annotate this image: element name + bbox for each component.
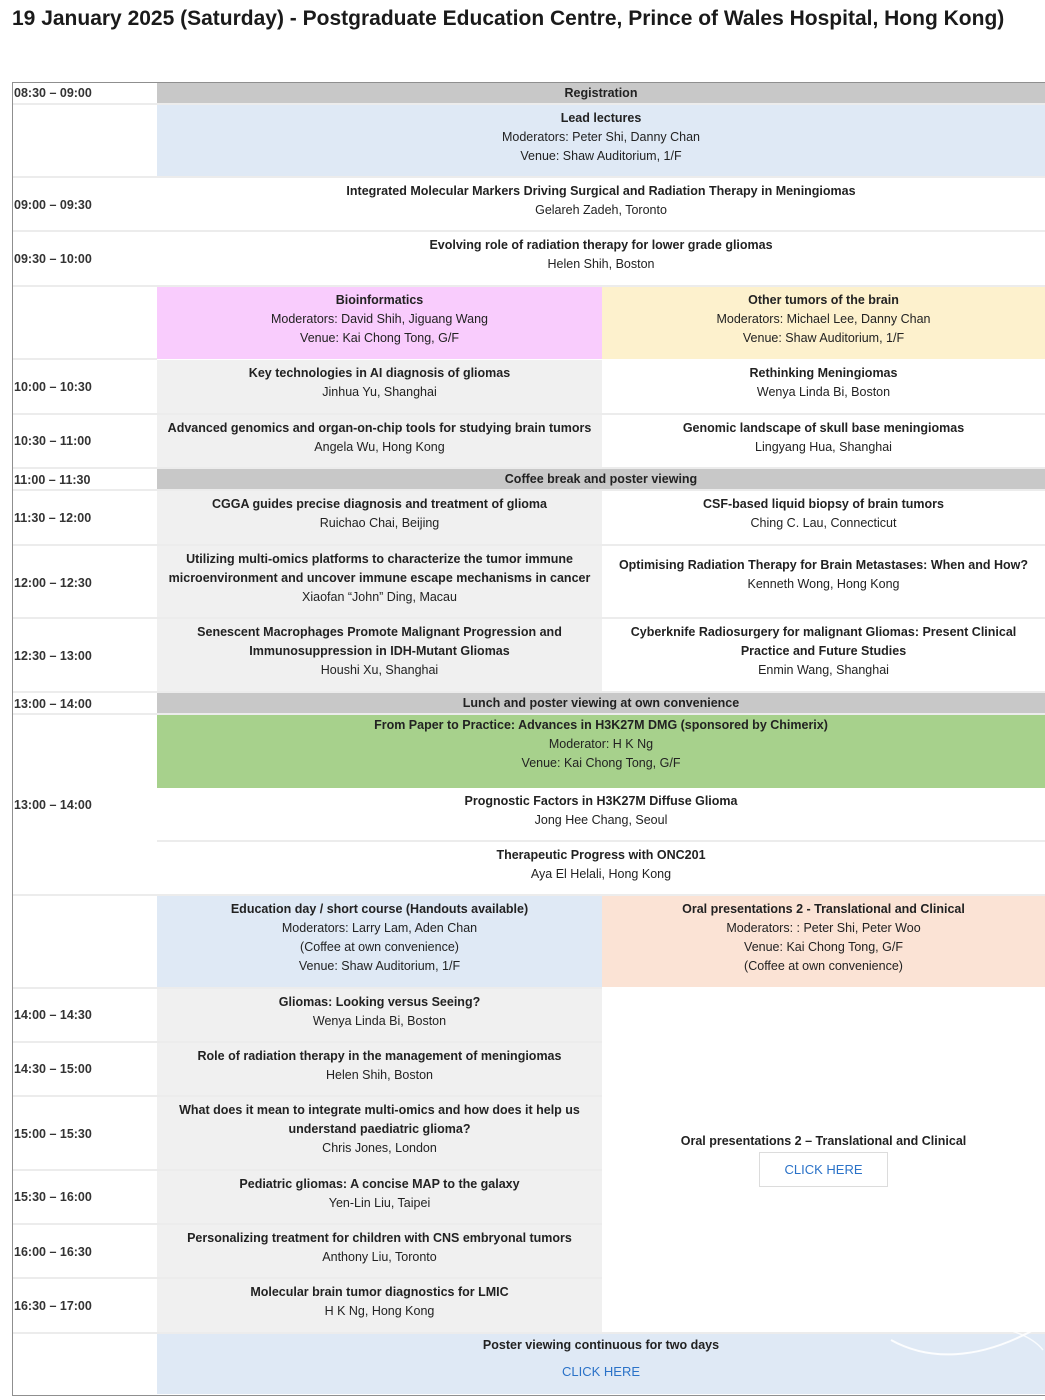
talk-title: Immunosuppression in IDH-Mutant Gliomas (249, 644, 510, 658)
session-moderators: Moderators: Peter Shi, Danny Chan (501, 130, 701, 144)
page-title: 19 January 2025 (Saturday) - Postgraduate Education Centre, Prince of Wales Hospital, Hong Kong) (12, 7, 1005, 30)
session-moderators: Moderators: Michael Lee, Danny Chan (716, 312, 931, 326)
time-slot: 15:30 – 16:00 (14, 1190, 92, 1204)
time-slot: 13:00 – 14:00 (14, 798, 92, 812)
oral-block-title: Oral presentations 2 – Translational and Clinical (680, 1134, 967, 1148)
talk-title: What does it mean to integrate multi-omics and how does it help us (179, 1103, 580, 1117)
talk-title: Integrated Molecular Markers Driving Surgical and Radiation Therapy in Meningiomas (346, 184, 856, 198)
talk-title: CGGA guides precise diagnosis and treatment of glioma (211, 497, 548, 511)
poster-click-here-link[interactable]: CLICK HERE (561, 1364, 641, 1379)
coffee-break-label: Coffee break and poster viewing (504, 472, 698, 486)
time-slot: 14:00 – 14:30 (14, 1008, 92, 1022)
session-venue: Venue: Shaw Auditorium, 1/F (298, 959, 461, 973)
talk-speaker: Gelareh Zadeh, Toronto (535, 203, 667, 217)
talk-speaker: H K Ng, Hong Kong (324, 1304, 435, 1318)
talk-speaker: Houshi Xu, Shanghai (320, 663, 439, 677)
time-slot: 09:30 – 10:00 (14, 252, 92, 266)
time-slot: 11:00 – 11:30 (14, 472, 91, 487)
session-moderators: Moderators: David Shih, Jiguang Wang (270, 312, 488, 326)
talk-speaker: Ching C. Lau, Connecticut (750, 516, 897, 530)
talk-title: Rethinking Meningiomas (749, 366, 898, 380)
session-title: Oral presentations 2 - Translational and Clinical (682, 902, 965, 916)
talk-title: Practice and Future Studies (740, 644, 907, 658)
time-slot: 16:00 – 16:30 (14, 1245, 92, 1259)
session-moderators: Moderator: H K Ng (548, 737, 654, 751)
talk-title: CSF-based liquid biopsy of brain tumors (703, 497, 944, 511)
talk-title: Utilizing multi-omics platforms to characterize the tumor immune (186, 552, 573, 566)
session-venue: Venue: Shaw Auditorium, 1/F (742, 331, 905, 345)
time-slot: 10:00 – 10:30 (14, 380, 92, 394)
session-title: From Paper to Practice: Advances in H3K27M DMG (sponsored by Chimerix) (374, 718, 828, 732)
session-venue: Venue: Kai Chong Tong, G/F (521, 756, 681, 770)
talk-title: understand paediatric glioma? (288, 1122, 471, 1136)
talk-speaker: Enmin Wang, Shanghai (758, 663, 889, 677)
talk-speaker: Anthony Liu, Toronto (322, 1250, 437, 1264)
talk-speaker: Wenya Linda Bi, Boston (756, 385, 891, 399)
talk-title: microenvironment and uncover immune escape mechanisms in cancer (168, 571, 591, 585)
time-slot: 08:30 – 09:00 (14, 86, 92, 100)
talk-title: Senescent Macrophages Promote Malignant Progression and (197, 625, 562, 639)
time-slot: 12:30 – 13:00 (14, 648, 92, 663)
time-slot: 10:30 – 11:00 (14, 434, 92, 448)
talk-title: Molecular brain tumor diagnostics for LMIC (250, 1285, 509, 1299)
session-moderators: Moderators: Larry Lam, Aden Chan (281, 921, 478, 935)
time-slot: 11:30 – 12:00 (14, 511, 92, 525)
session-note: (Coffee at own convenience) (744, 959, 903, 973)
talk-title: Optimising Radiation Therapy for Brain Metastases: When and How? (618, 558, 1029, 572)
oral-click-here-button[interactable]: CLICK HERE (759, 1152, 887, 1187)
talk-title: Genomic landscape of skull base meningiomas (682, 421, 965, 435)
schedule-table (12, 82, 1045, 1396)
talk-title: Personalizing treatment for children with CNS embryonal tumors (187, 1231, 572, 1245)
session-venue: Venue: Kai Chong Tong, G/F (300, 331, 459, 345)
talk-speaker: Helen Shih, Boston (547, 257, 655, 271)
session-venue: Venue: Kai Chong Tong, G/F (744, 940, 903, 954)
talk-title: Cyberknife Radiosurgery for malignant Gliomas: Present Clinical (630, 625, 1017, 639)
session-title: Other tumors of the brain (748, 293, 899, 307)
session-venue: Venue: Shaw Auditorium, 1/F (520, 149, 682, 163)
registration-label: Registration (564, 86, 638, 100)
time-slot: 14:30 – 15:00 (14, 1062, 92, 1076)
session-title: Education day / short course (Handouts available) (230, 902, 529, 916)
talk-title: Advanced genomics and organ-on-chip tools for studying brain tumors (167, 421, 592, 435)
talk-speaker: Jinhua Yu, Shanghai (322, 385, 437, 399)
talk-title: Evolving role of radiation therapy for lower grade gliomas (429, 238, 773, 252)
talk-speaker: Kenneth Wong, Hong Kong (747, 577, 900, 591)
session-note: (Coffee at own convenience) (300, 940, 459, 954)
session-moderators: Moderators: : Peter Shi, Peter Woo (726, 921, 921, 935)
talk-speaker: Aya El Helali, Hong Kong (530, 867, 672, 881)
talk-title: Role of radiation therapy in the management of meningiomas (197, 1049, 562, 1063)
talk-speaker: Wenya Linda Bi, Boston (312, 1014, 447, 1028)
time-slot: 13:00 – 14:00 (14, 696, 92, 711)
talk-speaker: Lingyang Hua, Shanghai (755, 440, 892, 454)
time-slot: 15:00 – 15:30 (14, 1126, 92, 1141)
poster-title: Poster viewing continuous for two days (482, 1338, 720, 1352)
lunch-label: Lunch and poster viewing at own convenience (462, 696, 740, 710)
talk-title: Pediatric gliomas: A concise MAP to the galaxy (239, 1177, 520, 1191)
time-slot: 16:30 – 17:00 (14, 1299, 92, 1313)
talk-speaker: Ruichao Chai, Beijing (319, 516, 440, 530)
time-slot: 12:00 – 12:30 (14, 575, 92, 590)
talk-speaker: Xiaofan “John” Ding, Macau (302, 590, 457, 604)
session-title: Lead lectures (560, 111, 642, 125)
talk-title: Gliomas: Looking versus Seeing? (278, 995, 481, 1009)
talk-speaker: Angela Wu, Hong Kong (314, 440, 445, 454)
session-title: Bioinformatics (335, 293, 424, 307)
time-slot: 09:00 – 09:30 (14, 198, 92, 212)
talk-title: Therapeutic Progress with ONC201 (496, 848, 706, 862)
talk-title: Prognostic Factors in H3K27M Diffuse Glioma (464, 794, 738, 808)
talk-speaker: Helen Shih, Boston (325, 1068, 433, 1082)
talk-speaker: Yen-Lin Liu, Taipei (328, 1196, 431, 1210)
talk-speaker: Chris Jones, London (322, 1141, 437, 1155)
talk-speaker: Jong Hee Chang, Seoul (534, 813, 668, 827)
talk-title: Key technologies in AI diagnosis of gliomas (248, 366, 511, 380)
